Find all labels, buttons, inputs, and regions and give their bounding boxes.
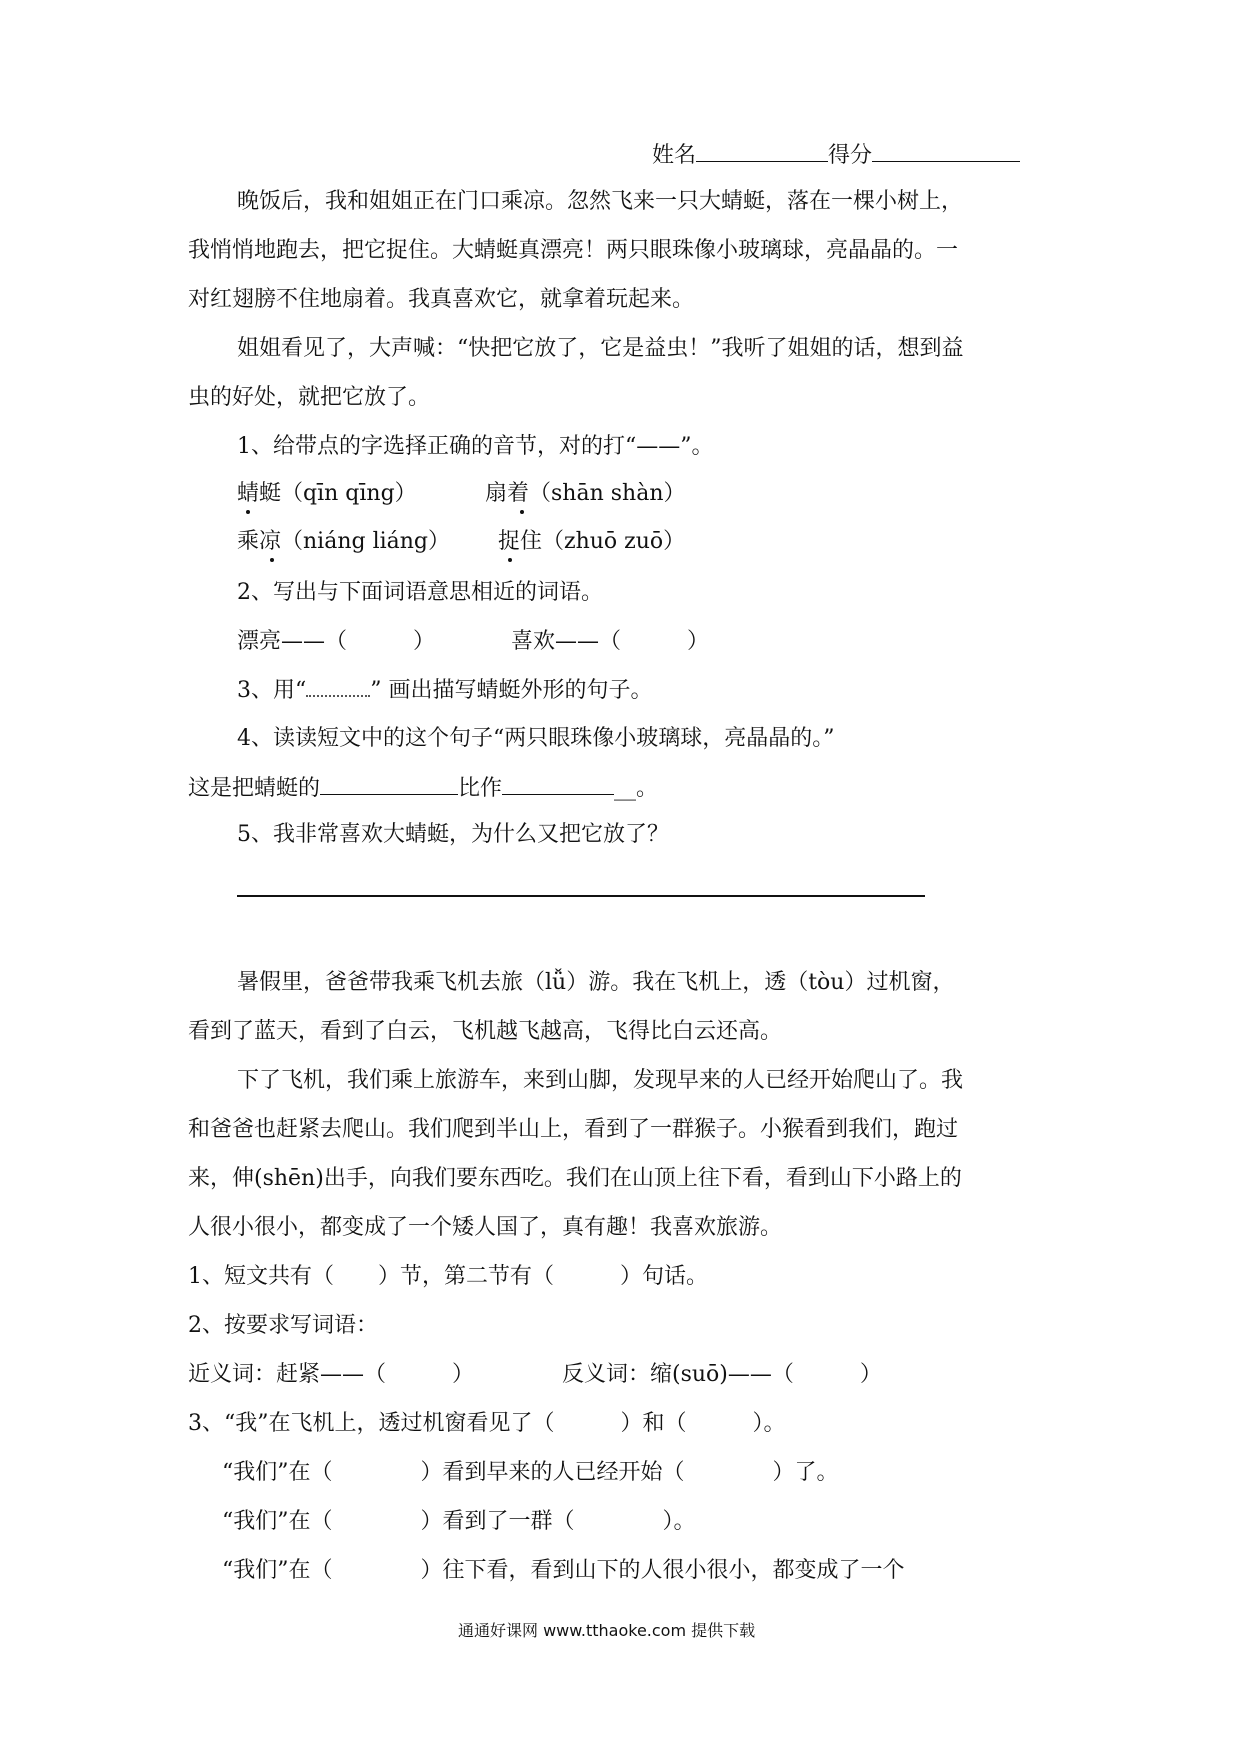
- p1-q4-fill-line: [188, 772, 658, 804]
- name-blank[interactable]: [696, 139, 828, 162]
- emphasis-dot: [508, 558, 512, 562]
- q3-text-start: 3、用“: [237, 678, 307, 703]
- p2-question-3: 3、“我”在飞机上，透过机窗看见了（ ）和（ ）。: [188, 1411, 786, 1436]
- passage2-line-6: 人很小很小，都变成了一个矮人国了，真有趣！我喜欢旅游。: [188, 1215, 783, 1240]
- p1-q1-option-shanzhe: 扇着（shān shàn）: [485, 481, 686, 506]
- header-fields: [652, 139, 1020, 171]
- emphasis-dot: [520, 510, 524, 514]
- passage2-line-4: 和爸爸也赶紧去爬山。我们爬到半山上，看到了一群猴子。小猴看到我们，跑过: [188, 1117, 959, 1142]
- q4-text-c: __。: [614, 776, 659, 801]
- p2-question-2: 2、按要求写词语：: [188, 1313, 378, 1338]
- passage1-line-2: 我悄悄地跑去，把它捉住。大蜻蜓真漂亮！两只眼珠像小玻璃球，亮晶晶的。一: [188, 238, 959, 263]
- p2-q3-line-b: “我们”在（ ）看到早来的人已经开始（ ）了。: [222, 1460, 839, 1485]
- q5-answer-line[interactable]: [237, 895, 925, 897]
- p1-q2-blank-xihuan[interactable]: 喜欢——（ ）: [511, 629, 710, 654]
- p1-question-3: [237, 676, 653, 706]
- q4-text-b: 比作: [458, 776, 503, 801]
- p1-q2-blank-piaoliang[interactable]: 漂亮——（ ）: [237, 629, 436, 654]
- p1-question-4: 4、读读短文中的这个句子“两只眼珠像小玻璃球，亮晶晶的。”: [237, 726, 835, 751]
- passage1-line-4: 姐姐看见了，大声喊：“快把它放了，它是益虫！”我听了姐姐的话，想到益: [237, 336, 964, 361]
- score-blank[interactable]: [872, 139, 1020, 162]
- wavy-line-symbol: [306, 681, 370, 697]
- q4-text-a: 这是把蜻蜓的: [188, 776, 321, 801]
- footer-credit: 通通好课网 www.tthaoke.com 提供下载: [458, 1621, 756, 1640]
- p1-question-2: 2、写出与下面词语意思相近的词语。: [237, 580, 603, 605]
- passage2-line-5: 来，伸(shēn)出手，向我们要东西吃。我们在山顶上往下看，看到山下小路上的: [188, 1166, 962, 1191]
- q4-blank-1[interactable]: [320, 772, 458, 795]
- name-label: 姓名: [652, 143, 697, 168]
- q4-blank-2[interactable]: [502, 772, 614, 795]
- passage1-line-1: 晚饭后，我和姐姐正在门口乘凉。忽然飞来一只大蜻蜓，落在一棵小树上，: [237, 189, 964, 214]
- p2-question-1: 1、短文共有（ ）节，第二节有（ ）句话。: [188, 1264, 708, 1289]
- emphasis-dot: [270, 558, 274, 562]
- p2-q2-synonym[interactable]: 近义词：赶紧——（ ）: [188, 1362, 475, 1387]
- passage2-line-1: 暑假里，爸爸带我乘飞机去旅（lǚ）游。我在飞机上，透（tòu）过机窗，: [237, 970, 955, 995]
- p1-q1-option-chengliang: 乘凉（niáng liáng）: [237, 529, 451, 554]
- p2-q3-line-d: “我们”在（ ）往下看，看到山下的人很小很小，都变成了一个: [222, 1558, 905, 1583]
- p2-q3-line-c: “我们”在（ ）看到了一群（ ）。: [222, 1509, 696, 1534]
- passage2-line-3: 下了飞机，我们乘上旅游车，来到山脚，发现早来的人已经开始爬山了。我: [237, 1068, 964, 1093]
- p1-question-5: 5、我非常喜欢大蜻蜓，为什么又把它放了？: [237, 822, 669, 847]
- p2-q2-antonym[interactable]: 反义词：缩(suō)——（ ）: [562, 1362, 882, 1387]
- passage1-line-5: 虫的好处，就把它放了。: [188, 385, 431, 410]
- score-label: 得分: [828, 143, 873, 168]
- passage1-line-3: 对红翅膀不住地扇着。我真喜欢它，就拿着玩起来。: [188, 287, 695, 312]
- emphasis-dot: [246, 510, 250, 514]
- p1-q1-option-zhuozhu: 捉住（zhuō zuō）: [498, 529, 686, 554]
- q3-text-end: ” 画出描写蜻蜓外形的句子。: [370, 678, 653, 703]
- p1-q1-option-qingting: 蜻蜓（qīn qīng）: [237, 481, 417, 506]
- passage2-line-2: 看到了蓝天，看到了白云，飞机越飞越高，飞得比白云还高。: [188, 1019, 783, 1044]
- p1-question-1: 1、给带点的字选择正确的音节，对的打“——”。: [237, 434, 714, 459]
